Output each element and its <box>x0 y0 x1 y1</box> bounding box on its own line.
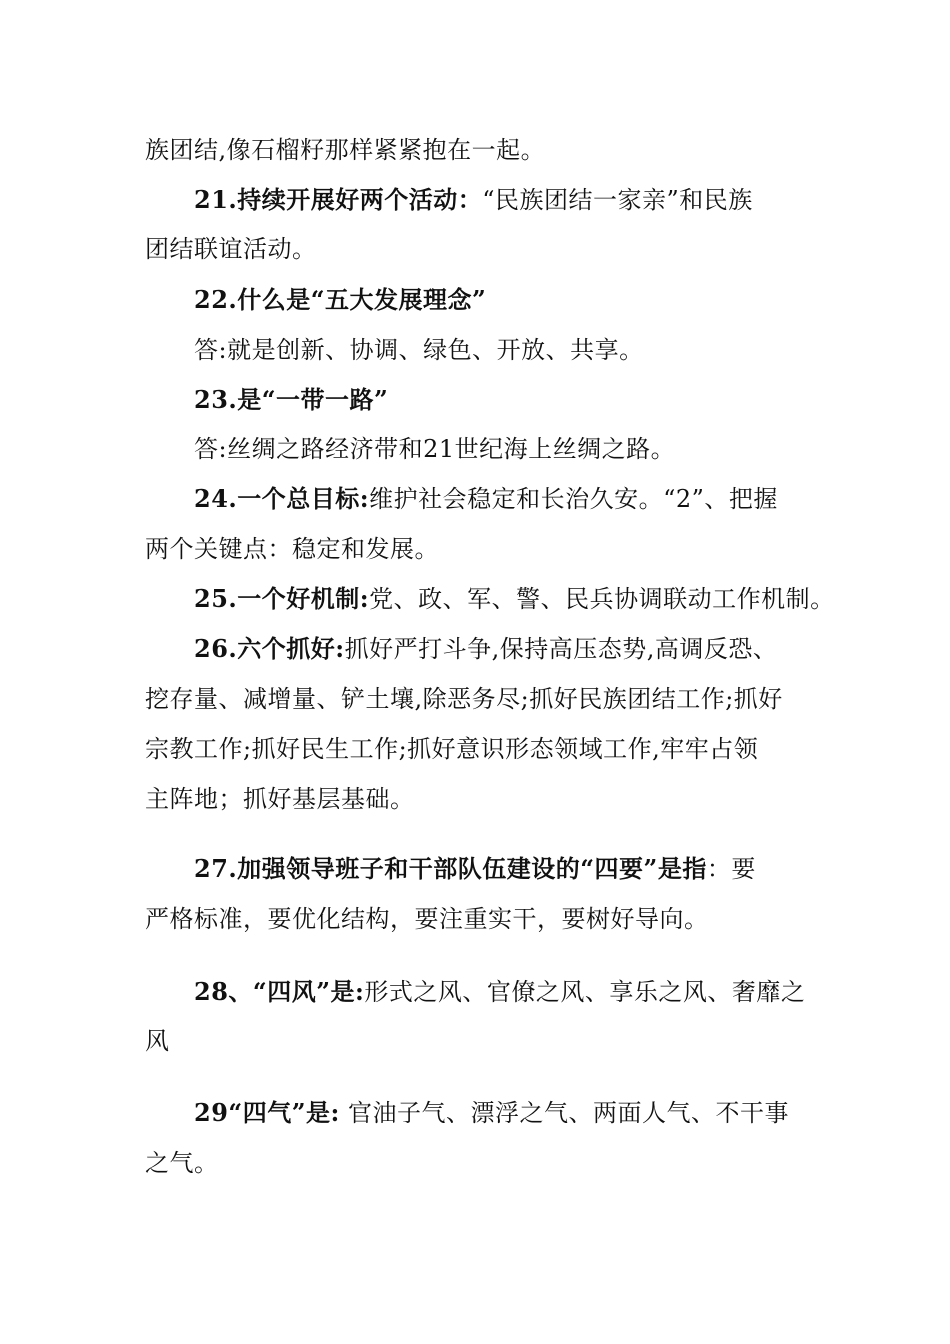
text-line <box>145 779 825 819</box>
line-text: 族团结,像石榴籽那样紧紧抱在一起。 <box>145 136 546 164</box>
text-line <box>145 1143 825 1183</box>
line-text: 维护社会稳定和长治久安。“2”、把握 <box>369 485 778 513</box>
text-line <box>145 679 825 719</box>
item-22-heading <box>194 280 874 320</box>
item-21-heading <box>194 180 874 220</box>
line-text: 官油子气、漂浮之气、两面人气、不干事 <box>339 1099 790 1127</box>
line-text: 两个关键点：稳定和发展。 <box>145 535 439 563</box>
item-23-heading <box>194 380 874 420</box>
line-bold: 26.六个抓好: <box>194 634 345 663</box>
item-28-heading <box>194 972 874 1012</box>
line-text: 党、政、军、警、民兵协调联动工作机制。 <box>369 585 835 613</box>
line-bold: 22.什么是“五大发展理念” <box>194 285 487 314</box>
item-25-heading <box>194 579 874 619</box>
line-bold: 27.加强领导班子和干部队伍建设的“四要”是指 <box>194 854 707 883</box>
text-line <box>145 1021 825 1061</box>
line-text: 宗教工作;抓好民生工作;抓好意识形态领域工作,牢牢占领 <box>145 735 759 763</box>
line-bold: 29“四气”是: <box>194 1098 340 1127</box>
item-26-heading <box>194 629 874 669</box>
line-text: 抓好严打斗争,保持高压态势,高调反恐、 <box>344 635 778 663</box>
line-bold: 28、“四风”是: <box>194 977 365 1006</box>
text-line <box>145 899 825 939</box>
line-text: ：要 <box>706 855 756 883</box>
line-text: 风 <box>145 1027 170 1055</box>
text-line <box>145 729 825 769</box>
line-bold: 23.是“一带一路” <box>194 385 389 414</box>
item-29-heading <box>194 1093 874 1133</box>
line-text: 团结联谊活动。 <box>145 235 317 263</box>
line-text: 答:丝绸之路经济带和21世纪海上丝绸之路。 <box>194 435 676 463</box>
line-text: 挖存量、减增量、铲土壤,除恶务尽;抓好民族团结工作;抓好 <box>145 685 783 713</box>
line-bold: 21.持续开展好两个活动： <box>194 185 483 214</box>
line-text: 严格标准，要优化结构，要注重实干，要树好导向。 <box>145 905 709 933</box>
answer-line <box>194 330 874 370</box>
line-text: “民族团结一家亲”和民族 <box>482 186 753 214</box>
text-line <box>145 130 825 170</box>
line-text: 形式之风、官僚之风、享乐之风、奢靡之 <box>364 978 806 1006</box>
text-line <box>145 529 825 569</box>
item-27-heading <box>194 849 874 889</box>
line-text: 主阵地；抓好基层基础。 <box>145 785 415 813</box>
line-bold: 24.一个总目标: <box>194 484 370 513</box>
item-24-heading <box>194 479 874 519</box>
text-line <box>145 229 825 269</box>
line-text: 之气。 <box>145 1149 219 1177</box>
answer-line <box>194 429 874 469</box>
line-bold: 25.一个好机制: <box>194 584 370 613</box>
line-text: 答:就是创新、协调、绿色、开放、共享。 <box>194 336 644 364</box>
